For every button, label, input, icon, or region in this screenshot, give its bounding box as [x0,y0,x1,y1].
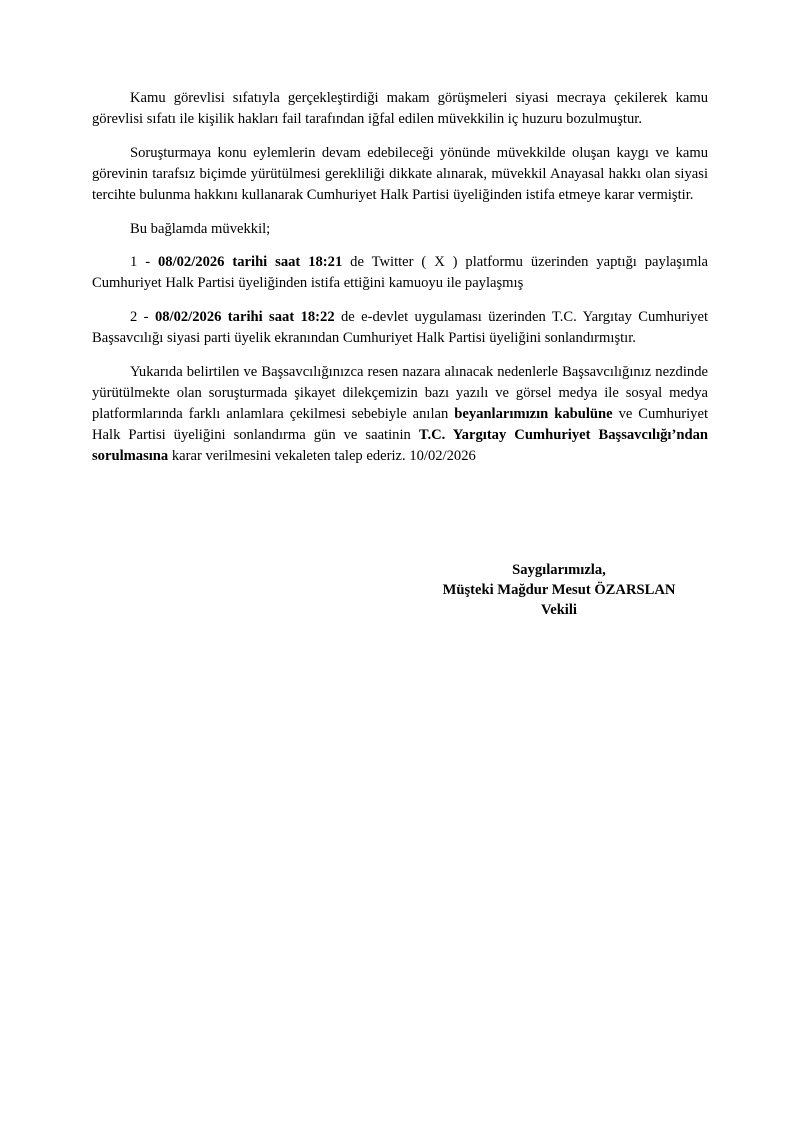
item-2-bold-datetime: 08/02/2026 tarihi saat 18:22 [154,309,335,325]
closing-bold-yargitay: T.C. Yargıtay Cumhuriyet Başsavcılığı’ndan sorulmasına [92,427,708,464]
item-1-bold-datetime: 08/02/2026 tarihi saat 18:21 [157,254,343,270]
closing-paragraph [92,362,708,467]
signature-name: Müşteki Mağdur Mesut ÖZARSLAN [442,582,676,598]
paragraph-1: Kamu görevlisi sıfatıyla gerçekleştirdiği makam görüşmeleri siyasi mecraya çekilerek kamu görevlisi sıfatı ile kişilik hakları fail tarafından iğfal edilen müvekkilin iç huzuru bozulmuştur. [92,90,708,127]
numbered-item-2 [92,307,708,349]
signature-block [430,560,688,620]
signature-salutation: Saygılarımızla, [512,562,606,578]
closing-text-part-1: Yukarıda belirtilen ve Başsavcılığınızca resen nazara alınacak nedenlerle Başsavcılığınız nezdinde yürütülmekte olan soruşturmada şikayet dilekçemizin bazı yazılı ve görsel medya ile sosyal medya platformlarında farklı anlamlara çekilmesi sebebiyle anılan [92,364,708,422]
paragraph-2: Soruşturmaya konu eylemlerin devam edebileceği yönünde müvekkilde oluşan kaygı ve kamu görevinin tarafsız biçimde yürütülmesi gerekliliği dikkate alınarak, müvekkil Anayasal hakkı olan siyasi tercihte bulunma hakkını kullanarak Cumhuriyet Halk Partisi üyeliğinden istifa etmeye karar vermiştir. [92,145,708,203]
paragraph-3-intro: Bu bağlamda müvekkil; [130,221,271,237]
closing-text-part-3: karar verilmesini vekaleten talep ederiz. 10/02/2026 [168,448,476,464]
item-1-marker: 1 - [130,254,158,270]
closing-bold-beyanlar: beyanlarımızın kabulüne [454,406,613,422]
signature-role: Vekili [541,602,577,618]
numbered-item-1 [92,252,708,294]
item-2-marker: 2 - [130,309,155,325]
document-body [92,88,708,467]
item-1-text: de Twitter ( X ) platformu üzerinden yaptığı paylaşımla Cumhuriyet Halk Partisi üyeliğinden istifa ettiğini kamuoyu ile paylaşmış [92,254,708,291]
item-2-text: de e-devlet uygulaması üzerinden T.C. Yargıtay Cumhuriyet Başsavcılığı siyasi parti üyelik ekranından Cumhuriyet Halk Partisi üyeliğini sonlandırmıştır. [92,309,708,346]
closing-text-part-2: ve Cumhuriyet Halk Partisi üyeliğini sonlandırma gün ve saatinin [92,406,709,443]
